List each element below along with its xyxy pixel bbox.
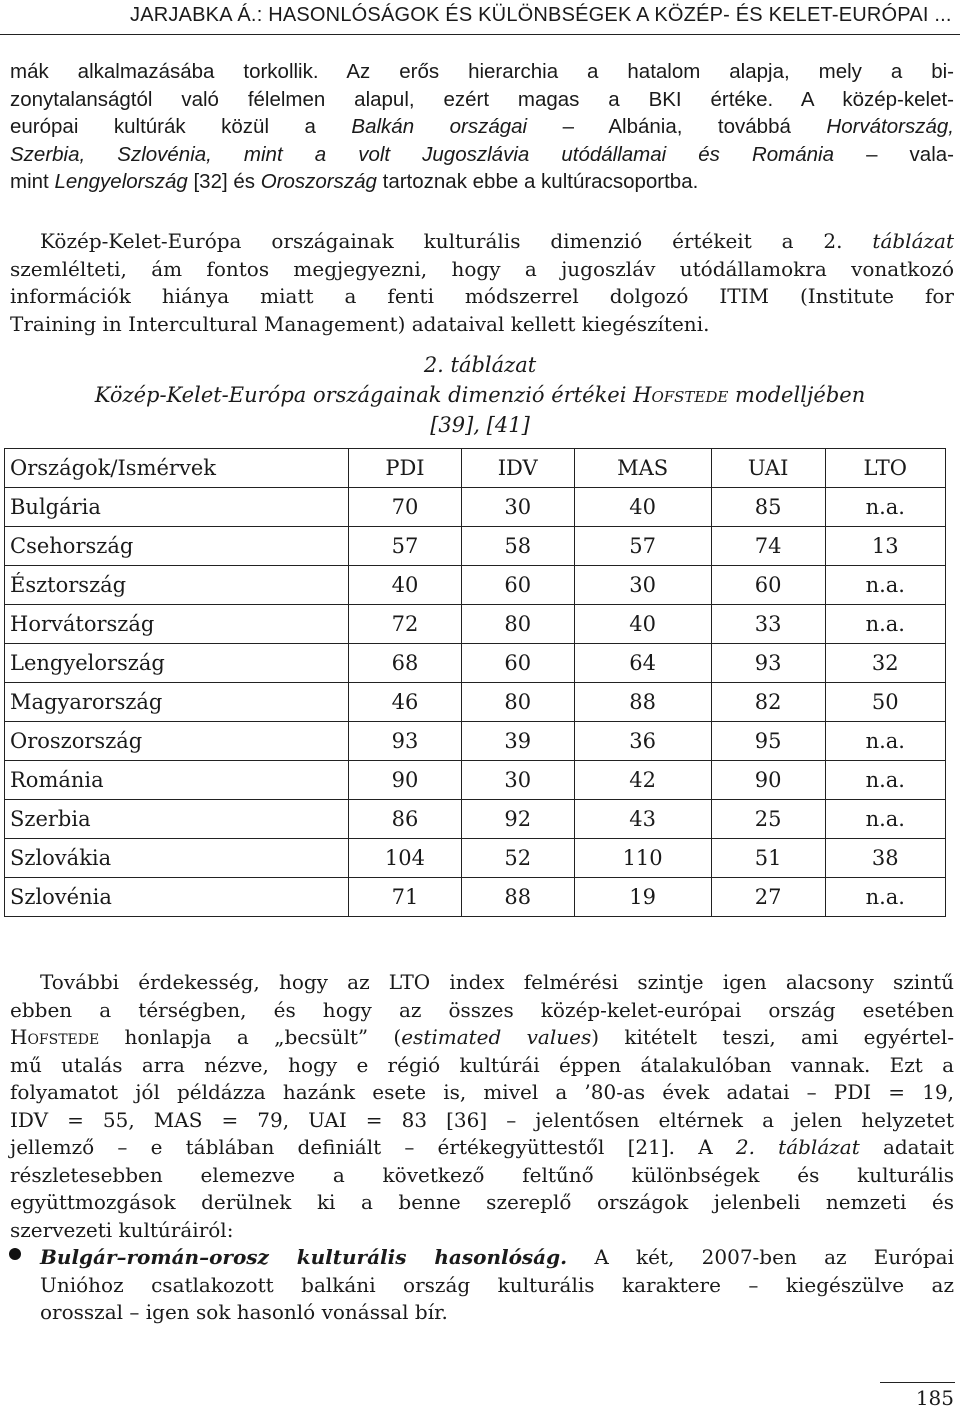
paragraph-table-intro	[10, 228, 954, 338]
text-line: mű utalás arra nézve, hogy e régió kultúrái éppen átalakulóban vannak. Ezt a	[10, 1052, 954, 1077]
table-row	[5, 605, 946, 644]
value-cell: 93	[349, 722, 462, 761]
value-cell: 46	[349, 683, 462, 722]
value-cell: 36	[574, 722, 711, 761]
value-cell: 92	[461, 800, 574, 839]
table-row	[5, 644, 946, 683]
value-cell: 40	[574, 605, 711, 644]
value-cell: 51	[711, 839, 825, 878]
text-line: Szerbia, Szlovénia, mint a volt Jugoszlávia utódállamai és Románia – vala-	[10, 142, 954, 166]
header-cell: PDI	[349, 449, 462, 488]
country-cell: Csehország	[5, 527, 349, 566]
page-number: 185	[915, 1386, 954, 1410]
value-cell: 68	[349, 644, 462, 683]
value-cell: 27	[711, 878, 825, 917]
table-row	[5, 527, 946, 566]
text-line: együttmozgások derülnek ki a benne szereplő országok jelenbeli nemzeti és	[10, 1190, 954, 1214]
text-line: IDV = 55, MAS = 79, UAI = 83 [36] – jelentősen eltérnek a jelen helyzetet	[10, 1107, 954, 1132]
table-row	[5, 878, 946, 917]
value-cell: 30	[574, 566, 711, 605]
footer-rule	[880, 1382, 955, 1383]
value-cell: n.a.	[825, 605, 945, 644]
value-cell: 80	[461, 683, 574, 722]
text-line: orosszal – igen sok hasonló vonással bír.	[40, 1300, 448, 1324]
value-cell: 90	[711, 761, 825, 800]
value-cell: 72	[349, 605, 462, 644]
value-cell: 52	[461, 839, 574, 878]
value-cell: 88	[461, 878, 574, 917]
text-line: mák alkalmazásába torkollik. Az erős hierarchia a hatalom alapja, mely a bi-	[10, 60, 954, 83]
text-line: Közép-Kelet-Európa országainak kulturális dimenzió értékeit a 2. táblázat	[40, 229, 954, 253]
bullet-title: Bulgár–román–orosz kulturális hasonlóság.	[40, 1245, 568, 1269]
value-cell: n.a.	[825, 488, 945, 527]
value-cell: 42	[574, 761, 711, 800]
table-references: [39], [41]	[430, 413, 530, 437]
text-line: zonytalanságtól való félelmen alapul, ezért magas a BKI értéke. A közép-kelet-	[10, 87, 954, 111]
country-cell: Bulgária	[5, 488, 349, 527]
value-cell: 25	[711, 800, 825, 839]
value-cell: 43	[574, 800, 711, 839]
bullet-item	[40, 1244, 954, 1327]
header-cell: UAI	[711, 449, 825, 488]
value-cell: n.a.	[825, 722, 945, 761]
value-cell: 38	[825, 839, 945, 878]
value-cell: n.a.	[825, 566, 945, 605]
value-cell: 60	[711, 566, 825, 605]
value-cell: 50	[825, 683, 945, 722]
header-rule	[0, 34, 960, 35]
value-cell: 86	[349, 800, 462, 839]
value-cell: 58	[461, 527, 574, 566]
value-cell: 110	[574, 839, 711, 878]
value-cell: 82	[711, 683, 825, 722]
country-cell: Lengyelország	[5, 644, 349, 683]
table-row	[5, 683, 946, 722]
value-cell: 57	[349, 527, 462, 566]
table-row	[5, 761, 946, 800]
value-cell: 40	[349, 566, 462, 605]
country-cell: Szlovákia	[5, 839, 349, 878]
table-title: Közép-Kelet-Európa országainak dimenzió értékei Hofstede modelljében	[94, 383, 866, 407]
value-cell: 104	[349, 839, 462, 878]
paragraph-analysis	[10, 969, 954, 1244]
table-row	[5, 722, 946, 761]
value-cell: 19	[574, 878, 711, 917]
table-row	[5, 488, 946, 527]
text-line: Bulgár–román–orosz kulturális hasonlóság. A két, 2007-ben az Európai	[40, 1245, 955, 1269]
value-cell: 32	[825, 644, 945, 683]
value-cell: 39	[461, 722, 574, 761]
country-cell: Szerbia	[5, 800, 349, 839]
header-cell: LTO	[825, 449, 945, 488]
hofstede-table	[4, 448, 946, 917]
value-cell: 90	[349, 761, 462, 800]
country-cell: Románia	[5, 761, 349, 800]
text-line: szervezeti kultúráiról:	[10, 1217, 234, 1242]
text-line: Training in Intercultural Management) adataival kellett kiegészíteni.	[10, 311, 710, 336]
value-cell: 95	[711, 722, 825, 761]
value-cell: 85	[711, 488, 825, 527]
country-cell: Magyarország	[5, 683, 349, 722]
value-cell: 88	[574, 683, 711, 722]
text-line: Hofstede honlapja a „becsült” (estimated values) kitételt teszi, ami egyértel-	[10, 1025, 954, 1049]
country-cell: Szlovénia	[5, 878, 349, 917]
header-cell: MAS	[574, 449, 711, 488]
value-cell: n.a.	[825, 761, 945, 800]
value-cell: 93	[711, 644, 825, 683]
text-line: részletesebben elemezve a következő feltűnő különbségek és kulturális	[10, 1162, 954, 1187]
table-header-row	[5, 449, 946, 488]
text-line: jellemző – e táblában definiált – értékegyüttestől [21]. A 2. táblázat adatait	[10, 1135, 954, 1159]
text-line: További érdekesség, hogy az LTO index felmérési szintje igen alacsony szintű	[40, 970, 954, 994]
value-cell: n.a.	[825, 800, 945, 839]
text-line: szemlélteti, ám fontos megjegyezni, hogy a jugoszláv utódállamokra vonatkozó	[10, 256, 954, 281]
value-cell: 30	[461, 761, 574, 800]
value-cell: 60	[461, 566, 574, 605]
value-cell: 71	[349, 878, 462, 917]
text-line: információk hiánya miatt a fenti módszerrel dolgozó ITIM (Institute for	[10, 284, 954, 308]
header-cell: Országok/Ismérvek	[5, 449, 349, 488]
country-cell: Horvátország	[5, 605, 349, 644]
table-caption	[0, 350, 960, 440]
value-cell: 64	[574, 644, 711, 683]
text-line: Unióhoz csatlakozott balkáni ország kulturális karaktere – kiegészülve az	[40, 1272, 954, 1297]
text-line: folyamatot jól példázza hazánk esete is, mivel a ’80-as évek adatai – PDI = 19,	[10, 1080, 954, 1104]
value-cell: 33	[711, 605, 825, 644]
table-row	[5, 800, 946, 839]
value-cell: 40	[574, 488, 711, 527]
bullet-icon	[9, 1248, 21, 1260]
paragraph-intro	[10, 58, 954, 196]
country-cell: Oroszország	[5, 722, 349, 761]
table-row	[5, 839, 946, 878]
text-line: mint Lengyelország [32] és Oroszország tartoznak ebbe a kultúracsoportba.	[10, 170, 699, 193]
text-line: európai kultúrák közül a Balkán országai – Albánia, továbbá Horvátország,	[10, 115, 954, 138]
value-cell: 74	[711, 527, 825, 566]
table-row	[5, 566, 946, 605]
value-cell: 57	[574, 527, 711, 566]
running-head: JARJABKA Á.: HASONLÓSÁGOK ÉS KÜLÖNBSÉGEK A KÖZÉP- ÉS KELET-EURÓPAI ...	[130, 4, 952, 26]
value-cell: 80	[461, 605, 574, 644]
text-line: ebben a térségben, és hogy az összes közép-kelet-európai ország esetében	[10, 997, 954, 1022]
value-cell: n.a.	[825, 878, 945, 917]
value-cell: 70	[349, 488, 462, 527]
value-cell: 30	[461, 488, 574, 527]
value-cell: 60	[461, 644, 574, 683]
table-label: 2. táblázat	[423, 353, 537, 377]
header-cell: IDV	[461, 449, 574, 488]
value-cell: 13	[825, 527, 945, 566]
country-cell: Észtország	[5, 566, 349, 605]
